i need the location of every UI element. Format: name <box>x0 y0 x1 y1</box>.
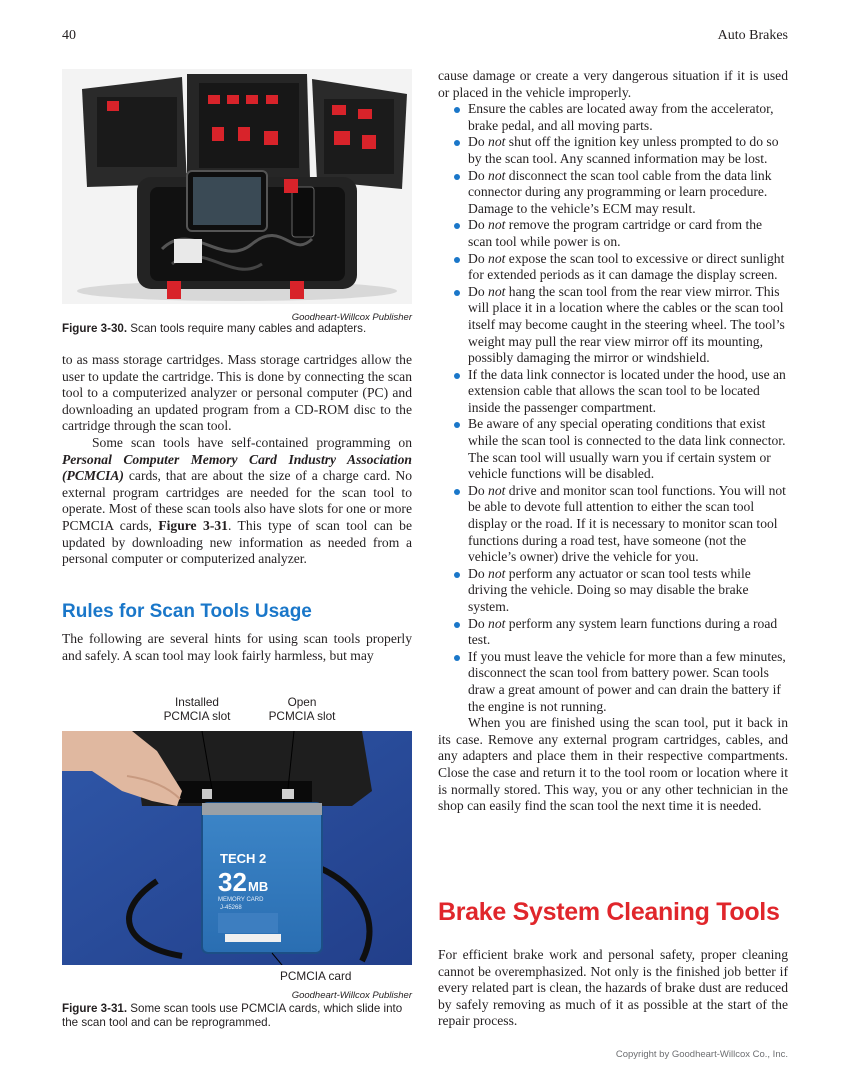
figure-3-30-text: Scan tools require many cables and adapters. <box>127 322 367 335</box>
card-size-unit: MB <box>248 879 269 894</box>
pcmcia-text-c: . This type of scan tool can be updated by downloading new information as needed from a personal computer or computerized analyzer. <box>62 517 412 567</box>
card-type-text: MEMORY CARD <box>218 897 264 903</box>
figure-3-31-photo <box>62 731 412 965</box>
figure-3-30-photo <box>62 69 412 304</box>
bullet-emphasis: not <box>488 283 506 299</box>
bullet-text: If you must leave the vehicle for more than a few minutes, disconnect the scan tool from battery power. Scan tools draw a great amount of power and can drain the battery if the engine is not running. <box>468 648 786 714</box>
bullet-text-end: drive and monitor scan tool functions. You will not be able to devote full attention to either the scan tool display or the road. If it is necessary to monitor scan tool functions during a road test, have someone (not the vehicle’s owner) drive the vehicle for you. <box>468 482 786 565</box>
label-installed-slot: Installed PCMCIA slot <box>163 695 231 723</box>
paragraph-cleaning: For efficient brake work and personal safety, proper cleaning cannot be overemphasized. Not only is the finished job better if every related part is clean, the hazards of brake dust are reduced by safely removing as much of it as possible at the start of the repair process. <box>438 947 788 1029</box>
bullet-text-end: perform any actuator or scan tool tests while driving the vehicle. Doing so may disable the brake system. <box>468 565 751 614</box>
running-header: Auto Brakes <box>717 28 788 43</box>
paragraph-storage: When you are finished using the scan tool, put it back in its case. Remove any external program cartridges, cables, and any adapters and place them in their respective compartments. Close the case and return it to the tool room or location where it is normally stored. This way, you or any other technician in the shop can easily find the scan tool the next time it is needed. <box>438 715 788 814</box>
bullet-text: Be aware of any special operating conditions that exist while the scan tool is connected to the data link connector. The scan tool will usually warn you if certain system or vehicle functions will be disabled. <box>468 416 786 482</box>
bullet-emphasis: not <box>488 134 506 150</box>
bullet-text: Ensure the cables are located away from the accelerator, brake pedal, and all moving parts. <box>468 101 774 133</box>
bullet-text: If the data link connector is located under the hood, use an extension cable that allows the scan tool to be located inside the passenger compartment. <box>468 366 786 415</box>
rules-bullet-list <box>438 101 788 715</box>
bullet-text: Do <box>468 565 489 581</box>
bullet-text: Do <box>468 283 489 299</box>
paragraph-hints: The following are several hints for using scan tools properly and safely. A scan tool may look fairly harmless, but may <box>62 631 412 663</box>
bullet-emphasis: not <box>488 217 506 233</box>
figure-3-31-text: Some scan tools use PCMCIA cards, which slide into the scan tool and can be reprogrammed. <box>62 1002 403 1029</box>
list-item <box>438 251 788 284</box>
bullet-text-end: remove the program cartridge or card from the scan tool while power is on. <box>468 217 763 249</box>
card-part-text: J-45268 <box>220 905 242 911</box>
bullet-text: Do <box>468 482 489 498</box>
bullet-text-end: hang the scan tool from the rear view mirror. This will place it in a location where the cables or the scan tool itself may become caught in the steering wheel. The tool’s weight may pull the rear view mirror off its mounting, possibly damaging the mirror or windshield. <box>468 283 785 366</box>
label-pcmcia-card: PCMCIA card <box>280 969 352 983</box>
bullet-emphasis: not <box>488 615 506 631</box>
bullet-emphasis: not <box>488 565 506 581</box>
section-heading-cleaning-tools: Brake System Cleaning Tools <box>438 898 780 926</box>
list-item <box>438 168 788 218</box>
list-item <box>438 649 788 715</box>
figure-3-30-caption <box>62 322 414 336</box>
list-item <box>438 566 788 616</box>
bullet-emphasis: not <box>488 167 506 183</box>
pcmcia-text-b: cards, that are about the size of a charge card. No external program cartridges are needed for the scan tool to operate. Most of these scan tools also have slots for one or more PCMCIA cards, <box>62 468 412 533</box>
bullet-text-end: shut off the ignition key unless prompted to do so by the scan tool. Any scanned information may be lost. <box>468 134 779 166</box>
paragraph-pcmcia <box>62 435 412 568</box>
right-column-text <box>438 68 788 815</box>
section-heading-scan-tools: Rules for Scan Tools Usage <box>62 601 312 622</box>
list-item <box>438 367 788 417</box>
bullet-text: Do <box>468 167 489 183</box>
list-item <box>438 483 788 566</box>
list-item <box>438 416 788 482</box>
list-item <box>438 101 788 134</box>
label-open-slot: Open PCMCIA slot <box>268 695 336 723</box>
list-item <box>438 284 788 367</box>
figure-3-30-label: Figure 3-30. <box>62 322 128 335</box>
paragraph-intro: cause damage or create a very dangerous situation if it is used or placed in the vehicle improperly. <box>438 68 788 100</box>
bullet-emphasis: not <box>488 250 506 266</box>
pcmcia-text-a: Some scan tools have self-contained programming on <box>92 434 412 450</box>
scan-tool-case-illustration <box>62 69 412 304</box>
figure-3-31-credit: Goodheart-Willcox Publisher <box>291 990 412 1001</box>
page-number: 40 <box>62 28 76 43</box>
bullet-text: Do <box>468 217 489 233</box>
bullet-text-end: expose the scan tool to excessive or direct sunlight for extended periods as it can damage the display screen. <box>468 250 785 283</box>
figure-3-30-credit: Goodheart-Willcox Publisher <box>291 312 412 323</box>
bullet-emphasis: not <box>488 482 506 498</box>
bullet-text: Do <box>468 250 489 266</box>
list-item <box>438 616 788 649</box>
figure-reference: Figure 3-31 <box>158 517 228 533</box>
bullet-text: Do <box>468 615 489 631</box>
bullet-text-end: perform any system learn functions during a road test. <box>468 615 778 648</box>
copyright-notice: Copyright by Goodheart-Willcox Co., Inc. <box>615 1049 788 1060</box>
bullet-text-end: disconnect the scan tool cable from the data link connector during any programming or learn procedure. Damage to the vehicle’s ECM may result. <box>468 167 772 216</box>
pcmcia-term: Personal Computer Memory Card Industry Association (PCMCIA) <box>62 451 412 484</box>
left-column-text <box>62 352 412 568</box>
paragraph-mass-storage: to as mass storage cartridges. Mass storage cartridges allow the user to update the cartridge. This is done by connecting the scan tool to a computerized analyzer or personal computer (PC) and downloading an updated program from a CD-ROM disc to the cartridge through the scan tool. <box>62 352 412 434</box>
figure-3-31-caption <box>62 1002 414 1030</box>
figure-3-31-label: Figure 3-31. <box>62 1002 128 1015</box>
card-brand-text: TECH 2 <box>220 851 267 866</box>
list-item <box>438 134 788 167</box>
pcmcia-slot-illustration <box>62 731 412 965</box>
card-size-number: 32 <box>218 867 247 897</box>
bullet-text: Do <box>468 134 489 150</box>
list-item <box>438 217 788 250</box>
